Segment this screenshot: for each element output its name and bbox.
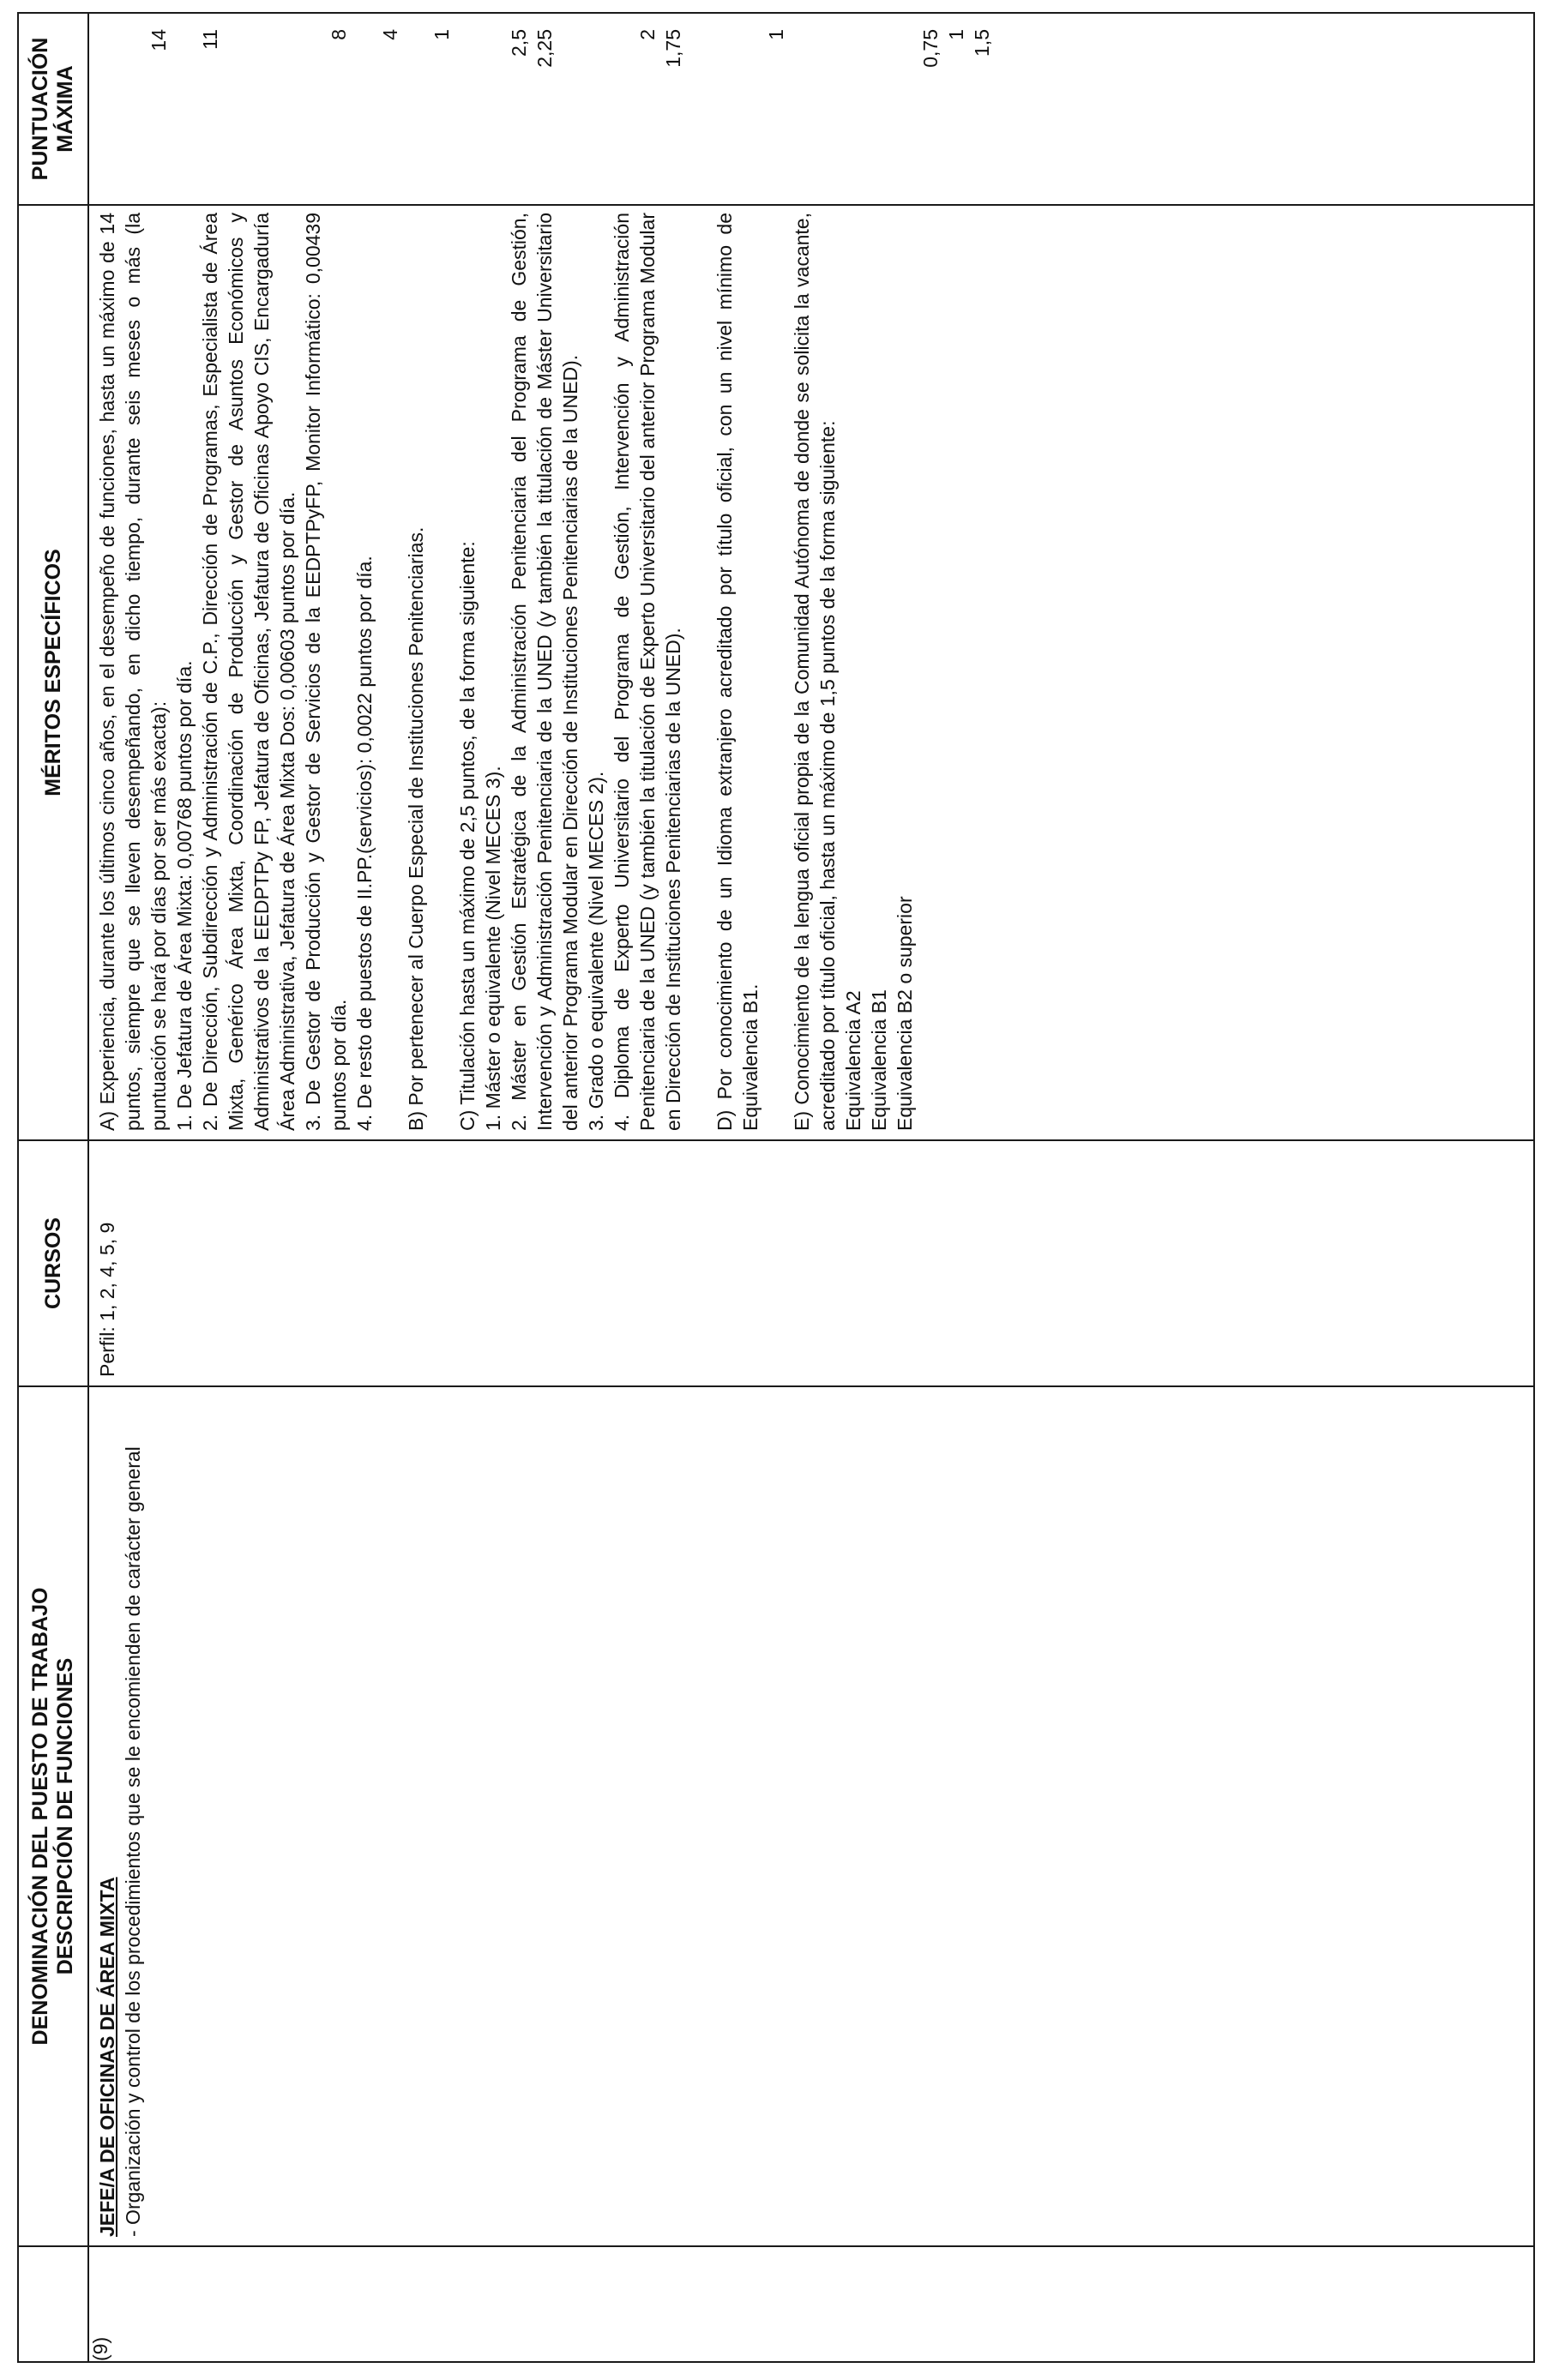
score-e1: 0,75: [919, 29, 942, 68]
post-description: - Organización y control de los procedimientos que se le encomienden de carácter general: [122, 1446, 144, 2237]
merit-e1: Equivalencia A2: [842, 990, 864, 1131]
row-number: (9): [88, 2246, 1534, 2362]
merit-c2: 2. Máster en Gestión Estratégica de la Administración Penitenciaria del Programa de Gestión, Intervención y Administración Penitenciaria de la UNED (y también la titulación de Máster Universitario del anterior Programa Modular en Dirección de Instituciones Penitenciarias de la UNED).: [508, 213, 581, 1131]
post-title: JEFE/A DE OFICINAS DE ÁREA MIXTA: [96, 1877, 118, 2237]
merit-c3: 3. Grado o equivalente (Nivel MECES 2).: [585, 771, 607, 1131]
score-cell: [88, 13, 1534, 205]
table-row: [88, 13, 1534, 2362]
merit-c-intro: C) Titulación hasta un máximo de 2,5 puntos, de la forma siguiente:: [456, 541, 479, 1131]
header-score: [18, 13, 88, 205]
header-denomination-line2: DESCRIPCIÓN DE FUNCIONES: [53, 1657, 77, 1975]
header-score-line2: MÁXIMA: [53, 65, 77, 153]
score-a2: 8: [328, 29, 350, 40]
merit-c4: 4. Diploma de Experto Universitario del Programa de Gestión, Intervención y Administración Penitenciaria de la UNED (y también la titulación de Experto Universitario del anterior Programa Modular en Dirección de Instituciones Penitenciarias de la UNED).: [611, 213, 684, 1131]
score-c1: 2,5: [508, 29, 530, 57]
merits-cell: [88, 205, 1534, 1140]
merit-a-intro: A) Experiencia, durante los últimos cinco años, en el desempeño de funciones, hasta un máximo de 14 puntos, siempre que se lleven desempeñando, en dicho tiempo, durante seis meses o más (la puntuación se hará por días por ser más exacta):: [96, 213, 170, 1131]
score-c2: 2,25: [533, 29, 556, 68]
header-courses: CURSOS: [18, 1140, 88, 1386]
header-score-line1: PUNTUACIÓN: [28, 37, 53, 181]
score-d: 1: [765, 29, 787, 40]
header-denomination: [18, 1386, 88, 2246]
header-number: [18, 2246, 88, 2362]
merit-d: D) Por conocimiento de un Idioma extranjero acreditado por título oficial, con un nivel mínimo de Equivalencia B1.: [713, 213, 761, 1131]
score-e2: 1: [945, 29, 967, 40]
denomination-cell: [88, 1386, 1534, 2246]
merit-e3: Equivalencia B2 o superior: [894, 896, 916, 1131]
header-merits: MÉRITOS ESPECÍFICOS: [18, 205, 88, 1140]
score-b: 1: [430, 29, 453, 40]
merit-b: B) Por pertenecer al Cuerpo Especial de Instituciones Penitenciarias.: [405, 526, 427, 1131]
score-c3: 2: [636, 29, 659, 40]
merit-e-intro: E) Conocimiento de la lengua oficial propia de la Comunidad Autónoma de donde se solicita la vacante, acreditado por título oficial, hasta un máximo de 1,5 puntos de la forma siguiente:: [791, 213, 839, 1131]
merit-a3: 3. De Gestor de Producción y Gestor de Servicios de la EEDPTPyFP, Monitor Informático: 0,00439 puntos por día.: [302, 213, 350, 1131]
merit-a4: 4. De resto de puestos de II.PP.(servicios): 0,0022 puntos por día.: [353, 556, 376, 1131]
score-a-total: 14: [147, 29, 170, 51]
merit-a2: 2. De Dirección, Subdirección y Administración de C.P., Dirección de Programas, Especialista de Área Mixta, Genérico Área Mixta, Coordinación de Producción y Gestor de Asuntos Económicos y Administrativos de la EEDPTPy FP, Jefatura de Oficinas, Jefatura de Oficinas Apoyo CIS, Encargaduría Área Administrativa, Jefatura de Área Mixta Dos: 0,00603 puntos por día.: [199, 213, 298, 1131]
merits-table: [17, 12, 1535, 2363]
courses-profile: Perfil: 1, 2, 4, 5, 9: [96, 1222, 118, 1377]
score-a1: 11: [199, 29, 221, 50]
merit-c1: 1. Máster o equivalente (Nivel MECES 3).: [482, 766, 504, 1131]
merit-e2: Equivalencia B1: [868, 989, 890, 1131]
header-row: [18, 13, 88, 2362]
score-c4: 1,75: [662, 29, 684, 68]
courses-cell: [88, 1140, 1534, 1386]
merit-a1: 1. De Jefatura de Área Mixta: 0,00768 puntos por día.: [173, 660, 196, 1131]
header-denomination-line1: DENOMINACIÓN DEL PUESTO DE TRABAJO: [28, 1587, 53, 2046]
score-a3: 4: [379, 29, 401, 40]
score-e3: 1,5: [971, 29, 993, 57]
